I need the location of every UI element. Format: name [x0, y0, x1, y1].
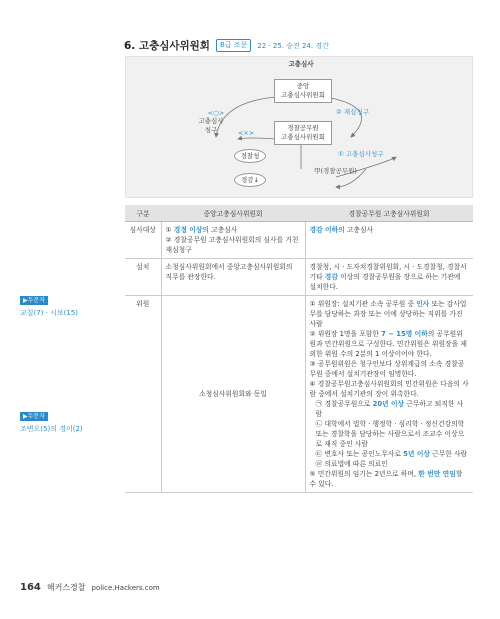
highlight: 7 ~ 15명 이하: [381, 330, 428, 338]
text-span: 의 공무원위원과 민간위원으로 구성한다. 민간위원은 위원장을 제외한 위원 수의 2분의 1 이상이어야 한다.: [309, 330, 467, 358]
mnemonic-note-2: [20, 412, 83, 434]
x-mark: <×>: [237, 129, 255, 137]
comparison-table: [125, 205, 473, 493]
page-number: 164: [20, 582, 41, 593]
text-span: ① 위원장: 설치기관 소속 공무원 중: [309, 300, 417, 308]
re-review-label: ② 재심청구: [336, 108, 370, 116]
exam-years: 22 · 25. 승진 24. 경간: [257, 41, 329, 50]
target-central-cell: [161, 222, 305, 259]
target-central-line2: ② 경찰공무원 고충심사위원회의 심사를 거친 재심청구: [165, 236, 299, 254]
brand-name: 해커스경찰: [46, 583, 86, 592]
setup-central-cell: 소청심사위원회에서 중앙고충심사위원회의 직무를 관장한다.: [161, 259, 305, 296]
central-committee-box: [274, 79, 332, 103]
police-chief-oval: 경찰청: [234, 149, 266, 163]
highlight: 경감 이하: [309, 226, 339, 234]
text-span: ⑤ 민간위원의 임기는 2년으로 하며,: [309, 470, 419, 478]
o-mark: <○>: [207, 109, 225, 117]
member-subitem: [310, 459, 470, 469]
highlight: 20년 이상: [372, 400, 405, 408]
section-header: [124, 38, 329, 53]
target-central-line1: [166, 225, 301, 235]
highlight: 한 번만 연임: [418, 470, 456, 478]
mnemonic-label: ▶두문자: [20, 412, 48, 421]
mnemonic-label: ▶두문자: [20, 296, 48, 305]
mnemonic-note-1: [20, 296, 78, 318]
central-line1: 중앙: [296, 82, 310, 90]
police-line1: 경찰공무원: [287, 124, 319, 132]
central-line2: 고충심사위원회: [281, 91, 325, 99]
text-span: ② 위원장 1명을 포함한: [309, 330, 382, 338]
row-label-target: 심사대상: [125, 222, 161, 259]
member-subitem: [310, 449, 470, 459]
setup-police-cell: [305, 259, 473, 296]
police-line2: 고충심사위원회: [281, 133, 325, 141]
section-title: 6. 고충심사위원회: [124, 40, 210, 52]
target-police-cell: [305, 222, 473, 259]
text-span: 근무한 사람: [429, 450, 468, 458]
table-row: [125, 259, 473, 296]
police-low-oval: 경감↓: [234, 173, 266, 187]
text-span: ④ 경찰공무원고충심사위원회의 민간위원은 다음의 사람 중에서 설치기관의 장이 위촉한다.: [309, 380, 469, 398]
member-item: [310, 469, 470, 489]
police-committee-box: [274, 121, 332, 145]
grievance-diagram: [125, 56, 473, 198]
members-police-cell: [305, 296, 473, 493]
table-row: [125, 296, 473, 493]
text-span: ㉠ 경찰공무원으로: [315, 400, 373, 408]
highlight: 5년 이상: [403, 450, 430, 458]
text-span: ㉣ 의료법에 따른 의료인: [315, 460, 388, 468]
table-header-row: [125, 205, 473, 222]
member-item: [310, 299, 470, 329]
claim-left-label: [196, 117, 226, 135]
text-span: ㉡ 대학에서 법학 · 행정학 · 심리학 · 정신건강의학 또는 경찰학을 담당하는 사람으로서 조교수 이상으로 재직 중인 사람: [315, 420, 465, 448]
person-label: 甲(경찰공무원): [314, 167, 357, 175]
member-item: [310, 379, 470, 399]
text-span: ③ 공무원위원은 청구인보다 상위계급의 소속 경찰공무원 중에서 설치기관장이 임명한다.: [309, 360, 465, 378]
highlight: 인사: [416, 300, 430, 308]
header-category: 구분: [125, 205, 161, 222]
row-label-members: 위원: [125, 296, 161, 493]
site-url: police.Hackers.com: [91, 584, 160, 592]
header-police: 경찰공무원 고충심사위원회: [305, 205, 473, 222]
member-subitem: [310, 419, 470, 449]
table-row: [125, 222, 473, 259]
members-central-cell: 소청심사위원회와 동일: [161, 296, 305, 493]
text-span: 또는 감사업무를 담당하는 과장 또는 이에 상당하는 직위를 가진 사람: [309, 300, 467, 328]
claim-left-line1: 고충심사: [198, 117, 224, 125]
text-span: 경찰청, 시 · 도자치경찰위원회, 시 · 도경찰청, 경찰서 기타: [309, 263, 467, 281]
grade-tag: B급 조문: [216, 39, 251, 52]
diagram-caption: 고충심사: [288, 60, 314, 68]
mnemonic-text: 교칠(7) · 시보(15): [20, 309, 79, 317]
row-label-setup: 설치: [125, 259, 161, 296]
text-span: 할 수 있다.: [309, 470, 463, 488]
member-subitem: [310, 399, 470, 419]
header-central: 중앙고충심사위원회: [161, 205, 305, 222]
highlight: 경감: [324, 273, 338, 281]
text-span: ①: [165, 226, 174, 234]
page-footer: [20, 582, 160, 593]
claim-left-line2: 청구: [204, 126, 218, 134]
text-span: 근무하고 퇴직한 사람: [315, 400, 464, 418]
text-span: ㉢ 변호사 또는 공인노무사로: [315, 450, 404, 458]
highlight: 경정 이상: [173, 226, 203, 234]
member-item: [310, 359, 470, 379]
text-span: 이상의 경찰공무원을 장으로 하는 기관에 설치한다.: [309, 273, 461, 291]
mnemonic-text: 조변오(5)의 경이(2): [20, 425, 83, 433]
claim-label: ① 고충심사청구: [338, 150, 384, 158]
text-span: 의 고충심사: [338, 226, 374, 234]
member-item: [310, 329, 470, 359]
text-span: 의 고충심사: [202, 226, 238, 234]
